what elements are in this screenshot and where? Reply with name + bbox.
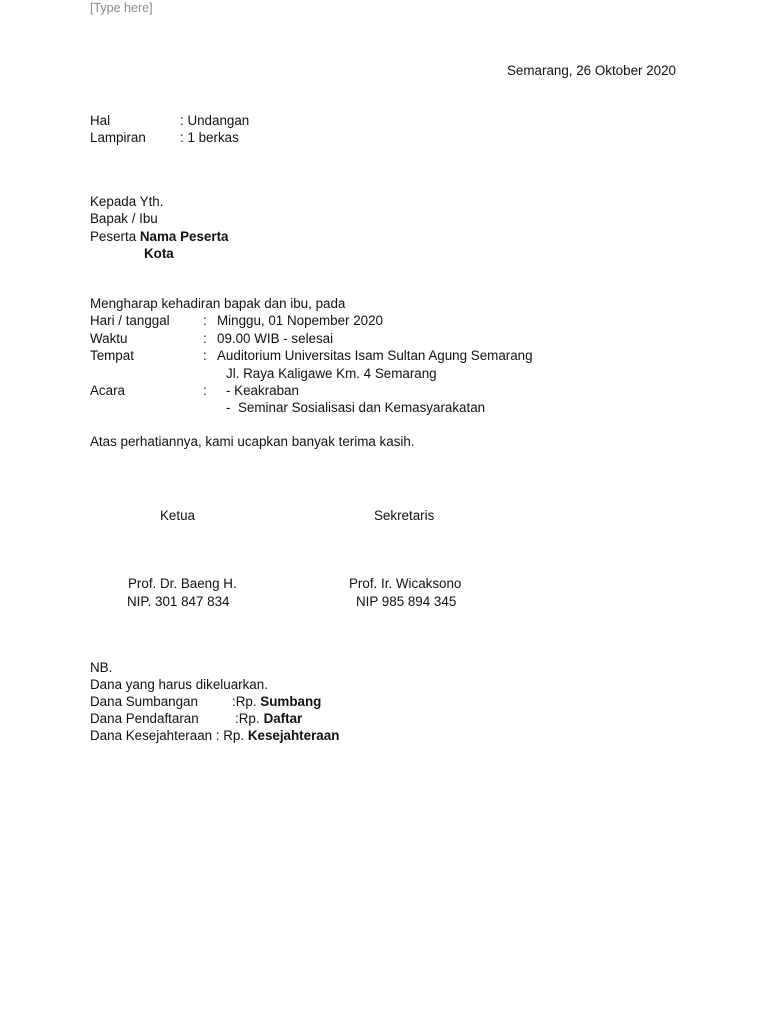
sign-right-nip: NIP 985 894 345 — [356, 594, 457, 609]
waktu-colon: : — [203, 331, 207, 346]
sumbangan-value: Sumbang — [260, 694, 322, 709]
kesejahteraan-line — [90, 727, 339, 744]
sumbangan-label: Dana Sumbangan — [90, 694, 198, 709]
sign-left-name: Prof. Dr. Baeng H. — [128, 576, 237, 591]
pendaftaran-value: Daftar — [263, 711, 303, 726]
pendaftaran-label: Dana Pendaftaran — [90, 711, 199, 726]
acara-item-2: Seminar Sosialisasi dan Kemasyarakatan — [238, 400, 486, 415]
hal-value: : Undangan — [180, 113, 250, 128]
sumbangan-rp: :Rp. — [232, 694, 257, 709]
lampiran-value: : 1 berkas — [180, 130, 239, 145]
peserta-prefix: Peserta — [90, 229, 137, 244]
peserta-name: Nama Peserta — [139, 229, 229, 244]
kesejahteraan-value: Kesejahteraan — [247, 728, 340, 743]
hal-label: Hal — [90, 113, 111, 128]
sign-left-nip: NIP. 301 847 834 — [127, 594, 230, 609]
header-placeholder: [Type here] — [90, 1, 153, 15]
acara-label: Acara — [90, 383, 125, 398]
hari-colon: : — [203, 313, 207, 328]
invitation-intro: Mengharap kehadiran bapak dan ibu, pada — [90, 296, 346, 311]
place-date: Semarang, 26 Oktober 2020 — [507, 63, 676, 78]
acara-item-1: - Keakraban — [226, 383, 299, 398]
hari-value: Minggu, 01 Nopember 2020 — [217, 313, 384, 328]
tempat-address: Jl. Raya Kaligawe Km. 4 Semarang — [226, 366, 437, 381]
closing-text: Atas perhatiannya, kami ucapkan banyak terima kasih. — [90, 434, 415, 449]
waktu-value: 09.00 WIB - selesai — [217, 331, 334, 346]
tempat-value: Auditorium Universitas Isam Sultan Agung Semarang — [217, 348, 533, 363]
sign-left-title: Ketua — [160, 508, 195, 523]
acara-colon: : — [203, 383, 207, 398]
tempat-colon: : — [203, 348, 207, 363]
kesejahteraan-label: Dana Kesejahteraan : Rp. — [90, 728, 245, 743]
lampiran-label: Lampiran — [90, 130, 146, 145]
sumbangan-line — [232, 693, 321, 710]
recipient-line1: Kepada Yth. — [90, 194, 164, 209]
notes-intro: Dana yang harus dikeluarkan. — [90, 677, 268, 692]
hari-label: Hari / tanggal — [90, 313, 170, 328]
pendaftaran-line — [235, 710, 302, 727]
recipient-kota: Kota — [144, 246, 174, 261]
sign-right-title: Sekretaris — [374, 508, 435, 523]
pendaftaran-rp: :Rp. — [235, 711, 260, 726]
nb-label: NB. — [90, 660, 113, 675]
acara-item-2-dash: - — [226, 400, 231, 415]
waktu-label: Waktu — [90, 331, 128, 346]
sign-right-name: Prof. Ir. Wicaksono — [349, 576, 462, 591]
tempat-label: Tempat — [90, 348, 134, 363]
recipient-peserta — [90, 228, 228, 245]
recipient-line2: Bapak / Ibu — [90, 211, 158, 226]
